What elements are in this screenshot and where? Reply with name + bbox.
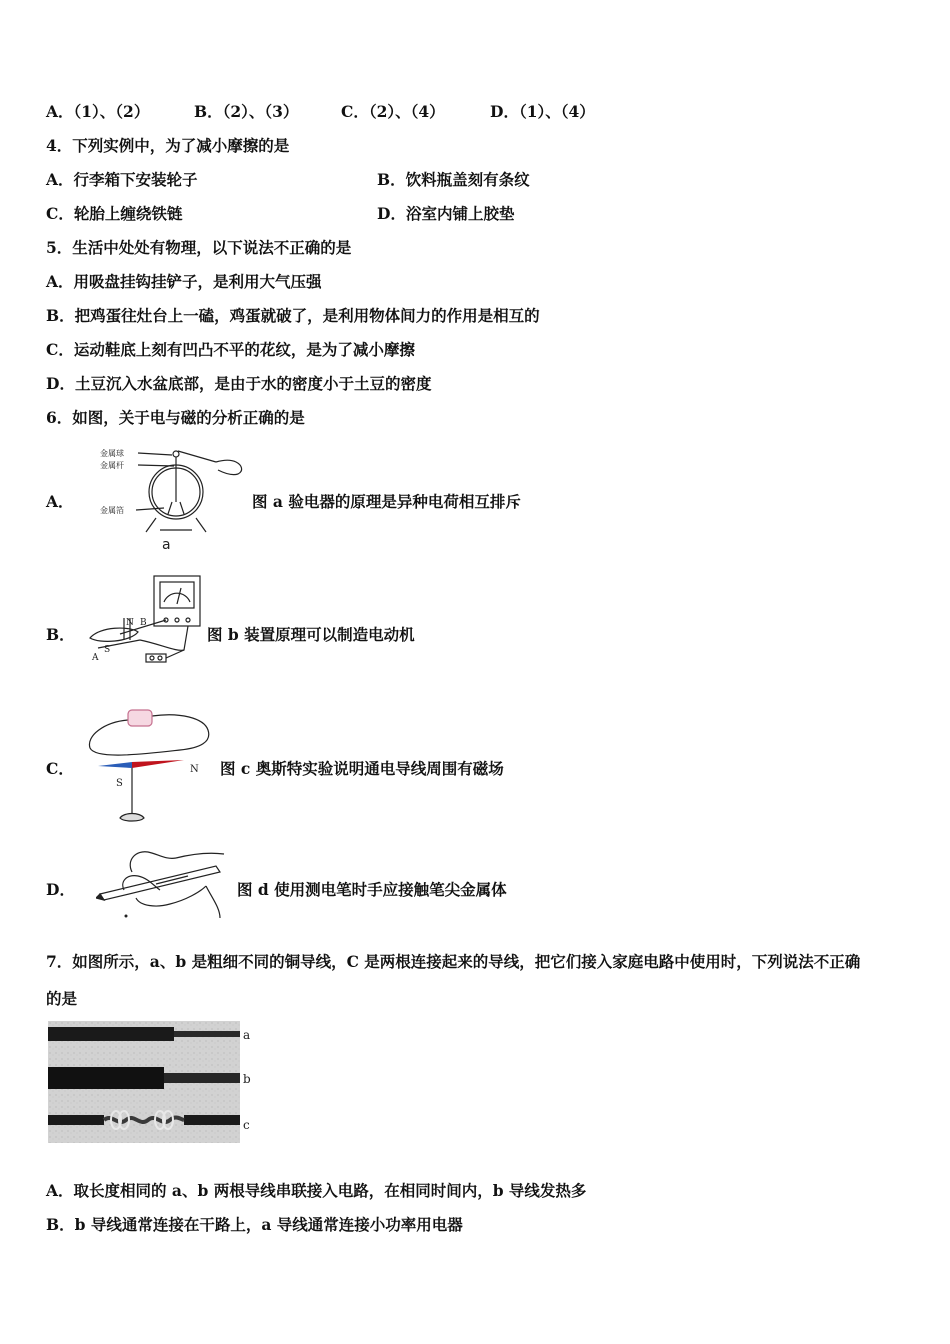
q4-stem: 4．下列实例中，为了减小摩擦的是: [46, 136, 290, 155]
oersted-figure: [84, 702, 214, 826]
label-metal-foil: 金属箔: [100, 506, 124, 515]
q6-option-b-letter: B．: [46, 625, 75, 644]
label-needle-s: S: [116, 778, 123, 789]
q6-stem: 6．如图，关于电与磁的分析正确的是: [46, 408, 305, 427]
q5-option-a: A．用吸盘挂钩挂铲子，是利用大气压强: [46, 272, 322, 291]
q6-option-c-text: 图 c 奥斯特实验说明通电导线周围有磁场: [220, 759, 504, 778]
label-b: B: [140, 618, 147, 628]
q3-option-d: D．（1）、（4）: [490, 102, 595, 121]
electroscope-figure: [98, 440, 250, 552]
label-a: A: [92, 653, 99, 663]
q4-option-d: D．浴室内铺上胶垫: [377, 204, 515, 223]
label-s-pole: S: [104, 645, 111, 655]
label-metal-rod: 金属杆: [100, 461, 124, 470]
q3-option-c: C．（2）、（4）: [341, 102, 445, 121]
compass-needle-north: [132, 760, 184, 768]
q5-option-c: C．运动鞋底上刻有凹凸不平的花纹，是为了减小摩擦: [46, 340, 415, 359]
q4-option-c: C．轮胎上缠绕铁链: [46, 204, 183, 223]
wires-photo: [48, 1021, 254, 1143]
compass-needle-south: [98, 762, 132, 768]
q4-option-a: A．行李箱下安装轮子: [46, 170, 198, 189]
q7-option-b: B．b 导线通常连接在干路上，a 导线通常连接小功率用电器: [46, 1215, 463, 1234]
q6-option-d-text: 图 d 使用测电笔时手应接触笔尖金属体: [237, 880, 507, 899]
generator-figure: [80, 570, 208, 672]
q6-option-b-text: 图 b 装置原理可以制造电动机: [207, 625, 415, 644]
test-pen-figure: [96, 838, 232, 920]
q6-option-a-text: 图 a 验电器的原理是异种电荷相互排斥: [252, 492, 521, 511]
wire-label-b: b: [243, 1072, 251, 1086]
q7-stem-line2: 的是: [46, 989, 78, 1008]
q6-option-a-letter: A．: [46, 492, 74, 511]
label-n-pole: N: [126, 618, 134, 628]
wire-label-c: c: [243, 1118, 250, 1132]
figure-a-caption: a: [162, 537, 171, 552]
q7-option-a: A．取长度相同的 a、b 两根导线串联接入电路，在相同时间内，b 导线发热多: [46, 1181, 587, 1200]
q3-option-b: B．（2）、（3）: [194, 102, 299, 121]
q5-option-d: D．土豆沉入水盆底部，是由于水的密度小于土豆的密度: [46, 374, 432, 393]
q4-option-b: B．饮料瓶盖刻有条纹: [377, 170, 530, 189]
wire-label-a: a: [243, 1028, 251, 1042]
q6-option-d-letter: D．: [46, 880, 75, 899]
q5-option-b: B．把鸡蛋往灶台上一磕，鸡蛋就破了，是利用物体间力的作用是相互的: [46, 306, 540, 325]
label-metal-ball: 金属球: [100, 449, 124, 458]
q6-option-c-letter: C．: [46, 759, 74, 778]
label-needle-n: N: [190, 764, 199, 775]
q3-option-a: A．（1）、（2）: [46, 102, 150, 121]
q5-stem: 5．生活中处处有物理，以下说法不正确的是: [46, 238, 352, 257]
q7-stem-line1: 7．如图所示，a、b 是粗细不同的铜导线，C 是两根连接起来的导线，把它们接入家庭电路中使用时，下列说法不正确: [46, 952, 861, 971]
